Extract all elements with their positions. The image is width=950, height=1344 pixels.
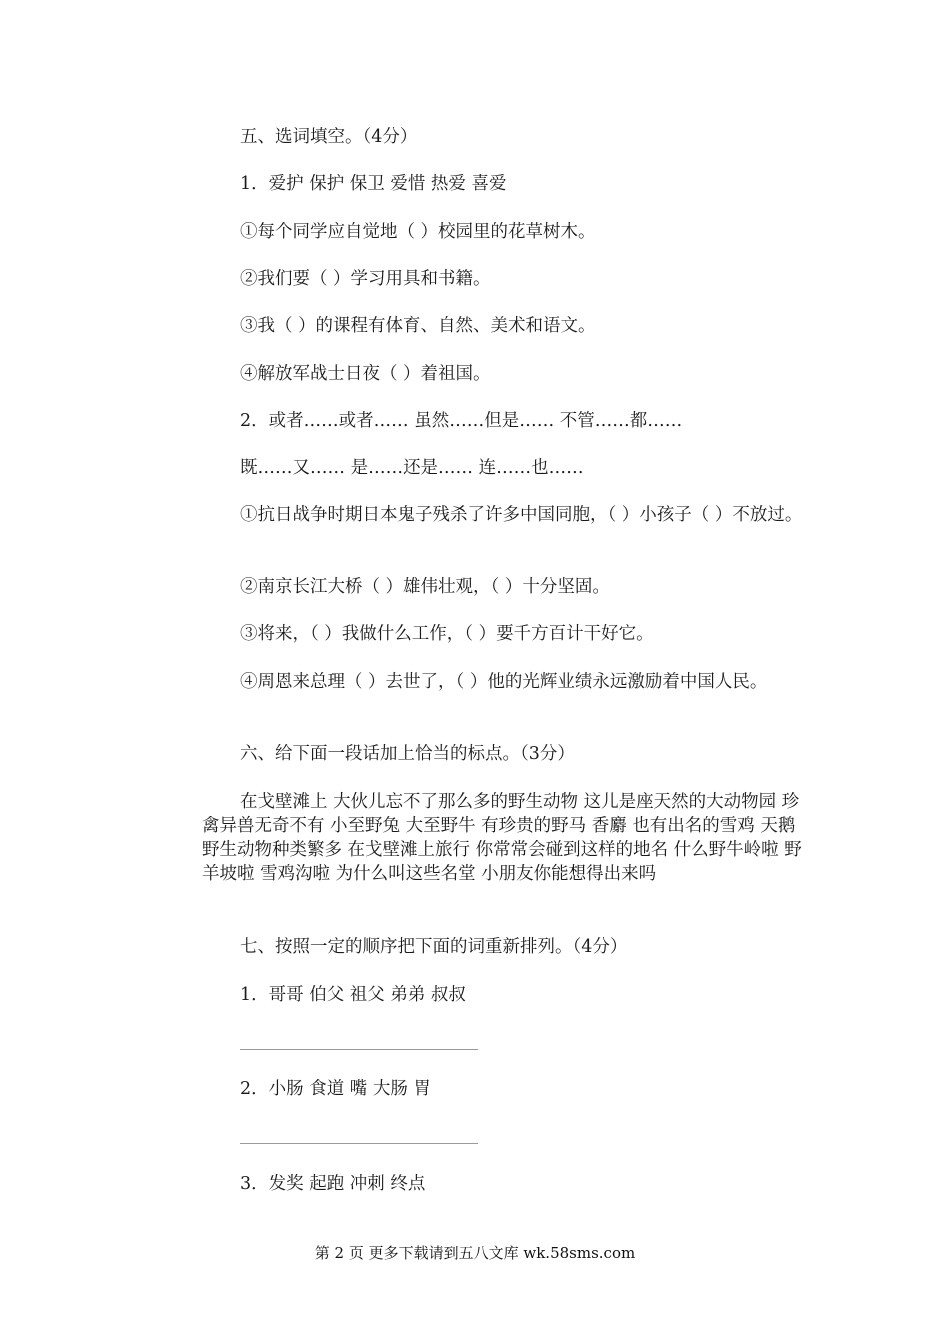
section6-heading: 六、给下面一段话加上恰当的标点。（3分） [240, 744, 575, 764]
section5-part2-item-3: ③将来，（ ）我做什么工作，（ ）要千方百计干好它。 [240, 624, 654, 644]
answer-blank-1 [240, 1049, 478, 1050]
section7-item-3: 3．发奖 起跑 冲刺 终点 [240, 1174, 426, 1194]
section7-item-1: 1．哥哥 伯父 祖父 弟弟 叔叔 [240, 985, 466, 1005]
section5-heading: 五、选词填空。（4分） [240, 127, 418, 147]
section5-part1-item-4: ④解放军战士日夜（ ）着祖国。 [240, 364, 491, 384]
section5-part1-words: 1．爱护 保护 保卫 爱惜 热爱 喜爱 [240, 174, 507, 194]
section5-part2-words-line2: 既……又…… 是……还是…… 连……也…… [240, 458, 584, 478]
section5-part1-item-3: ③我（ ）的课程有体育、自然、美术和语文。 [240, 316, 596, 336]
section5-part2-words-line1: 2．或者……或者…… 虽然……但是…… 不管……都…… [240, 411, 683, 431]
section5-part2-item-2: ②南京长江大桥（ ）雄伟壮观，（ ）十分坚固。 [240, 577, 610, 597]
section5-part2-item-4: ④周恩来总理（ ）去世了，（ ）他的光辉业绩永远激励着中国人民。 [240, 672, 768, 692]
section5-part1-item-2: ②我们要（ ）学习用具和书籍。 [240, 269, 491, 289]
section6-paragraph: 在戈壁滩上 大伙儿忘不了那么多的野生动物 这儿是座天然的大动物园 珍禽异兽无奇不有 小至野兔 大至野牛 有珍贵的野马 香麝 也有出名的雪鸡 天鹅 野生动物种类繁多 在戈壁滩上旅行 你常常会碰到这样的地名 什么野牛岭啦 野羊坡啦 雪鸡沟啦 为什么叫这些名堂 小朋友你能想得出来吗 [202, 792, 802, 884]
section7-heading: 七、按照一定的顺序把下面的词重新排列。（4分） [240, 937, 628, 957]
page-footer: 第 2 页 更多下载请到五八文库 wk.58sms.com [314, 1244, 636, 1262]
section5-part2-item-1: ①抗日战争时期日本鬼子残杀了许多中国同胞，（ ）小孩子（ ）不放过。 [240, 505, 803, 525]
section5-part1-item-1: ①每个同学应自觉地（ ）校园里的花草树木。 [240, 222, 596, 242]
section7-item-2: 2．小肠 食道 嘴 大肠 胃 [240, 1079, 431, 1099]
answer-blank-2 [240, 1143, 478, 1144]
